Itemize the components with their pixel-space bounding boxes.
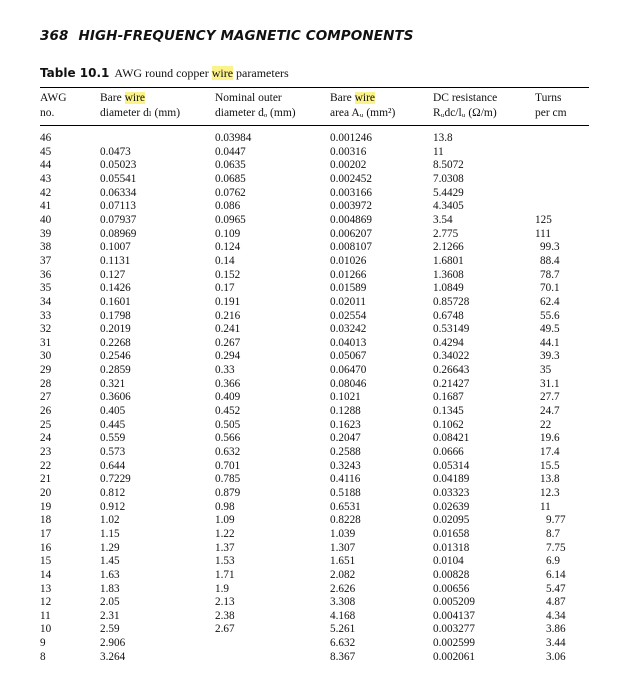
cell-bare-diameter: 1.83 [100,582,120,595]
cell-outer-diameter: 0.086 [215,200,241,213]
cell-dc-resistance: 2.775 [433,227,459,240]
cell-bare-diameter: 0.2546 [100,350,131,363]
cell-turns: 55.6 [540,309,560,322]
cell-dc-resistance: 0.0666 [433,445,464,458]
cell-turns: 8.7 [546,527,560,540]
cell-turns: 35 [540,364,552,377]
cell-bare-area: 0.8228 [330,514,361,527]
cell-outer-diameter: 0.109 [215,227,241,240]
cell-dc-resistance: 0.02639 [433,500,470,513]
cell-awg: 37 [40,254,52,267]
table-row [0,514,627,527]
cell-bare-diameter: 0.07937 [100,213,137,226]
cell-outer-diameter: 0.191 [215,295,241,308]
cell-bare-diameter: 0.321 [100,377,126,390]
header-bare-diameter-line2: diameter dₗ (mm) [100,107,181,119]
cell-bare-diameter: 0.06334 [100,186,137,199]
table-row [0,473,627,486]
table-row [0,378,627,391]
cell-awg: 14 [40,568,52,581]
table-row [0,446,627,459]
cell-outer-diameter: 1.09 [215,514,235,527]
cell-dc-resistance: 0.21427 [433,377,470,390]
cell-bare-diameter: 2.31 [100,609,120,622]
cell-outer-diameter: 0.0635 [215,159,246,172]
cell-bare-area: 0.004869 [330,213,372,226]
cell-turns: 6.14 [546,568,566,581]
cell-dc-resistance: 0.01658 [433,527,470,540]
cell-bare-area: 1.307 [330,541,356,554]
header-outer-diameter [215,91,296,121]
cell-turns: 5.47 [546,582,566,595]
header-bare-diameter-line1 [100,91,180,106]
cell-bare-diameter: 0.05541 [100,172,137,185]
cell-turns: 15.5 [540,459,560,472]
cell-awg: 18 [40,514,52,527]
cell-bare-area: 0.01266 [330,268,367,281]
table-header-rule [40,125,589,126]
table-row [0,159,627,172]
cell-dc-resistance: 1.3608 [433,268,464,281]
header-outer-diameter-line2: diameter dₒ (mm) [215,107,296,119]
cell-bare-area: 3.308 [330,596,356,609]
cell-outer-diameter: 0.216 [215,309,241,322]
header-bare-area-line2: area Aᵤ (mm²) [330,107,396,119]
cell-bare-diameter: 0.2268 [100,336,131,349]
cell-awg: 32 [40,323,52,336]
cell-bare-area: 0.08046 [330,377,367,390]
cell-dc-resistance: 0.08421 [433,432,470,445]
cell-outer-diameter: 0.124 [215,241,241,254]
cell-bare-area: 2.082 [330,568,356,581]
cell-bare-diameter: 1.63 [100,568,120,581]
cell-outer-diameter: 1.9 [215,582,229,595]
header-bare-area-pre: Bare [330,92,355,104]
cell-bare-diameter: 1.02 [100,514,120,527]
cell-dc-resistance: 0.03323 [433,486,470,499]
caption-highlight: wire [211,66,234,80]
cell-awg: 44 [40,159,52,172]
cell-turns: 88.4 [540,254,560,267]
cell-bare-area: 0.001246 [330,132,372,144]
table-row [0,391,627,404]
cell-outer-diameter: 2.13 [215,596,235,609]
cell-awg: 17 [40,527,52,540]
table-row [0,419,627,432]
cell-dc-resistance: 4.3405 [433,200,464,213]
cell-awg: 38 [40,241,52,254]
cell-bare-area: 1.651 [330,555,356,568]
running-header [40,28,414,44]
table-row [0,255,627,268]
cell-bare-diameter: 1.45 [100,555,120,568]
cell-dc-resistance: 0.003277 [433,623,475,636]
cell-dc-resistance: 7.0308 [433,172,464,185]
cell-dc-resistance: 0.26643 [433,364,470,377]
cell-bare-diameter: 0.812 [100,486,126,499]
table-row [0,323,627,336]
cell-dc-resistance: 0.0104 [433,555,464,568]
cell-bare-area: 0.03242 [330,323,367,336]
header-dc-resistance [433,91,497,121]
cell-bare-diameter: 0.1131 [100,254,131,267]
cell-outer-diameter: 0.33 [215,364,235,377]
cell-bare-diameter: 0.07113 [100,200,136,213]
table-row [0,651,627,664]
table-row [0,228,627,241]
cell-bare-area: 0.02011 [330,295,366,308]
cell-turns: 13.8 [540,473,560,486]
table-row [0,132,627,145]
cell-turns: 44.1 [540,336,560,349]
cell-turns: 7.75 [546,541,566,554]
cell-bare-diameter: 0.1798 [100,309,131,322]
table-row [0,282,627,295]
cell-bare-area: 0.3243 [330,459,361,472]
cell-bare-area: 2.626 [330,582,356,595]
cell-outer-diameter: 2.38 [215,609,235,622]
cell-outer-diameter: 0.505 [215,418,241,431]
cell-outer-diameter: 0.409 [215,391,241,404]
table-row [0,596,627,609]
cell-awg: 35 [40,282,52,295]
cell-bare-diameter: 0.445 [100,418,126,431]
cell-dc-resistance: 0.6748 [433,309,464,322]
cell-awg: 40 [40,213,52,226]
cell-bare-diameter: 0.559 [100,432,126,445]
cell-outer-diameter: 0.294 [215,350,241,363]
table-row [0,637,627,650]
table-row [0,214,627,227]
cell-awg: 34 [40,295,52,308]
table-caption [40,66,289,81]
cell-dc-resistance: 13.8 [433,132,453,144]
cell-turns: 12.3 [540,486,560,499]
cell-outer-diameter: 1.71 [215,568,235,581]
cell-dc-resistance: 0.005209 [433,596,475,609]
table-row [0,187,627,200]
cell-bare-diameter: 1.15 [100,527,120,540]
cell-bare-diameter: 2.906 [100,637,126,649]
header-awg-line1: AWG [40,92,67,104]
header-bare-area [330,91,395,121]
cell-bare-area: 0.003166 [330,186,372,199]
cell-outer-diameter: 0.267 [215,336,241,349]
cell-turns: 11 [540,500,551,513]
header-awg [40,91,67,121]
header-bare-diameter [100,91,180,121]
cell-bare-area: 0.1021 [330,391,361,404]
cell-awg: 10 [40,623,52,636]
table-row [0,555,627,568]
cell-awg: 42 [40,186,52,199]
table-row [0,569,627,582]
cell-bare-area: 1.039 [330,527,356,540]
cell-outer-diameter: 0.701 [215,459,241,472]
cell-dc-resistance: 0.01318 [433,541,470,554]
running-title: HIGH-FREQUENCY MAGNETIC COMPONENTS [78,28,414,44]
table-row [0,146,627,159]
cell-bare-area: 5.261 [330,623,356,636]
cell-turns: 99.3 [540,241,560,254]
cell-turns: 17.4 [540,445,560,458]
cell-dc-resistance: 0.02095 [433,514,470,527]
cell-turns: 111 [535,227,551,240]
cell-dc-resistance: 11 [433,145,444,158]
table-row [0,310,627,323]
cell-bare-diameter: 3.264 [100,650,126,663]
header-dc-resistance-line2: Rᵤdc/lᵤ (Ω/m) [433,107,497,119]
cell-bare-area: 0.6531 [330,500,361,513]
cell-turns: 49.5 [540,323,560,336]
cell-outer-diameter: 0.14 [215,254,235,267]
table-row [0,487,627,500]
caption-text-before: AWG round copper [114,66,212,80]
cell-turns: 9.77 [546,514,566,527]
cell-bare-area: 0.1623 [330,418,361,431]
cell-dc-resistance: 0.00656 [433,582,470,595]
cell-bare-area: 0.006207 [330,227,372,240]
table-label: Table 10.1 [40,66,110,80]
cell-awg: 22 [40,459,52,472]
cell-awg: 15 [40,555,52,568]
cell-dc-resistance: 0.1345 [433,405,464,417]
cell-turns: 19.6 [540,432,560,445]
cell-outer-diameter: 0.0965 [215,213,246,226]
cell-bare-area: 4.168 [330,609,356,622]
cell-dc-resistance: 0.002061 [433,650,475,663]
cell-bare-area: 0.05067 [330,350,367,363]
cell-dc-resistance: 0.004137 [433,609,475,622]
cell-awg: 33 [40,309,52,322]
cell-turns: 3.86 [546,623,566,636]
cell-bare-area: 0.2588 [330,445,361,458]
cell-turns: 4.34 [546,609,566,622]
cell-bare-area: 0.02554 [330,309,367,322]
cell-outer-diameter: 0.566 [215,432,241,445]
cell-outer-diameter: 0.03984 [215,132,252,144]
cell-awg: 31 [40,336,52,349]
cell-outer-diameter: 0.0685 [215,172,246,185]
cell-outer-diameter: 0.98 [215,500,235,513]
cell-turns: 31.1 [540,377,560,390]
table-row [0,241,627,254]
cell-outer-diameter: 0.152 [215,268,241,281]
cell-dc-resistance: 0.00828 [433,568,470,581]
cell-bare-area: 0.01026 [330,254,367,267]
cell-turns: 24.7 [540,405,560,417]
cell-awg: 26 [40,405,52,417]
cell-bare-area: 0.5188 [330,486,361,499]
cell-dc-resistance: 0.04189 [433,473,470,486]
cell-awg: 21 [40,473,52,486]
cell-bare-area: 0.002452 [330,172,372,185]
cell-awg: 11 [40,609,51,622]
cell-bare-area: 8.367 [330,650,356,663]
table-row [0,528,627,541]
header-dc-resistance-line1: DC resistance [433,92,498,104]
cell-outer-diameter: 2.67 [215,623,235,636]
cell-awg: 24 [40,432,52,445]
table-row [0,460,627,473]
header-outer-diameter-line1: Nominal outer [215,92,282,104]
cell-bare-area: 0.2047 [330,432,361,445]
header-bare-diameter-pre: Bare [100,92,125,104]
table-row [0,583,627,596]
cell-awg: 41 [40,200,52,213]
cell-bare-area: 0.003972 [330,200,372,213]
cell-awg: 16 [40,541,52,554]
cell-dc-resistance: 8.5072 [433,159,464,172]
cell-bare-diameter: 0.912 [100,500,126,513]
cell-bare-diameter: 0.0473 [100,145,131,158]
cell-outer-diameter: 0.879 [215,486,241,499]
header-turns-line2: per cm [535,107,567,119]
cell-dc-resistance: 0.34022 [433,350,470,363]
cell-awg: 12 [40,596,52,609]
cell-bare-diameter: 0.644 [100,459,126,472]
cell-bare-diameter: 0.405 [100,405,126,417]
caption-text-after: parameters [233,66,289,80]
cell-outer-diameter: 0.241 [215,323,241,336]
cell-awg: 36 [40,268,52,281]
header-bare-area-highlight: wire [354,92,376,104]
cell-dc-resistance: 5.4429 [433,186,464,199]
cell-awg: 23 [40,445,52,458]
table-row [0,432,627,445]
cell-outer-diameter: 1.22 [215,527,235,540]
cell-bare-diameter: 0.127 [100,268,126,281]
cell-bare-area: 0.00316 [330,145,367,158]
cell-outer-diameter: 0.366 [215,377,241,390]
cell-dc-resistance: 0.85728 [433,295,470,308]
cell-outer-diameter: 1.37 [215,541,235,554]
table-row [0,623,627,636]
table-row [0,542,627,555]
cell-turns: 4.87 [546,596,566,609]
cell-dc-resistance: 0.53149 [433,323,470,336]
table-top-rule [40,87,589,88]
cell-bare-area: 0.04013 [330,336,367,349]
cell-outer-diameter: 1.53 [215,555,235,568]
cell-dc-resistance: 1.6801 [433,254,464,267]
table-row [0,405,627,418]
cell-dc-resistance: 0.05314 [433,459,470,472]
cell-turns: 62.4 [540,295,560,308]
cell-awg: 13 [40,582,52,595]
cell-bare-diameter: 0.2019 [100,323,131,336]
cell-bare-diameter: 2.05 [100,596,120,609]
cell-bare-diameter: 0.05023 [100,159,137,172]
header-turns-line1: Turns [535,92,562,104]
cell-bare-area: 0.00202 [330,159,367,172]
cell-bare-diameter: 0.1601 [100,295,131,308]
cell-dc-resistance: 1.0849 [433,282,464,295]
cell-outer-diameter: 0.0447 [215,145,246,158]
cell-dc-resistance: 0.002599 [433,637,475,649]
cell-dc-resistance: 2.1266 [433,241,464,254]
cell-bare-area: 0.06470 [330,364,367,377]
cell-awg: 9 [40,637,46,649]
cell-bare-diameter: 0.7229 [100,473,131,486]
cell-bare-area: 0.01589 [330,282,367,295]
cell-turns: 125 [535,213,552,226]
header-bare-diameter-highlight: wire [124,92,146,104]
cell-bare-diameter: 0.08969 [100,227,137,240]
cell-dc-resistance: 0.4294 [433,336,464,349]
cell-bare-area: 6.632 [330,637,356,649]
table-row [0,337,627,350]
table-row [0,200,627,213]
cell-awg: 28 [40,377,52,390]
cell-outer-diameter: 0.785 [215,473,241,486]
table-row [0,501,627,514]
cell-awg: 19 [40,500,52,513]
cell-turns: 3.44 [546,637,566,649]
header-turns [535,91,587,121]
cell-bare-area: 0.008107 [330,241,372,254]
cell-bare-diameter: 0.573 [100,445,126,458]
table-row [0,173,627,186]
cell-turns: 6.9 [546,555,560,568]
table-row [0,296,627,309]
header-awg-line2: no. [40,107,55,119]
cell-dc-resistance: 0.1062 [433,418,464,431]
cell-awg: 27 [40,391,52,404]
cell-awg: 39 [40,227,52,240]
cell-dc-resistance: 0.1687 [433,391,464,404]
cell-dc-resistance: 3.54 [433,213,453,226]
cell-bare-diameter: 2.59 [100,623,120,636]
cell-outer-diameter: 0.17 [215,282,235,295]
cell-turns: 3.06 [546,650,566,663]
cell-bare-area: 0.1288 [330,405,361,417]
cell-awg: 46 [40,132,52,144]
cell-turns: 22 [540,418,552,431]
cell-awg: 8 [40,650,46,663]
header-bare-area-line1 [330,91,395,106]
table-row [0,350,627,363]
table-row [0,269,627,282]
cell-bare-diameter: 1.29 [100,541,120,554]
cell-outer-diameter: 0.452 [215,405,241,417]
cell-bare-diameter: 0.1007 [100,241,131,254]
cell-turns: 70.1 [540,282,560,295]
cell-awg: 20 [40,486,52,499]
cell-awg: 43 [40,172,52,185]
cell-turns: 27.7 [540,391,560,404]
cell-bare-diameter: 0.2859 [100,364,131,377]
cell-awg: 25 [40,418,52,431]
table-row [0,610,627,623]
cell-turns: 39.3 [540,350,560,363]
cell-bare-diameter: 0.1426 [100,282,131,295]
page-number: 368 [40,28,69,44]
cell-awg: 30 [40,350,52,363]
cell-awg: 45 [40,145,52,158]
cell-outer-diameter: 0.0762 [215,186,246,199]
cell-outer-diameter: 0.632 [215,445,241,458]
cell-turns: 78.7 [540,268,560,281]
cell-bare-diameter: 0.3606 [100,391,131,404]
table-row [0,364,627,377]
cell-bare-area: 0.4116 [330,473,361,486]
cell-awg: 29 [40,364,52,377]
